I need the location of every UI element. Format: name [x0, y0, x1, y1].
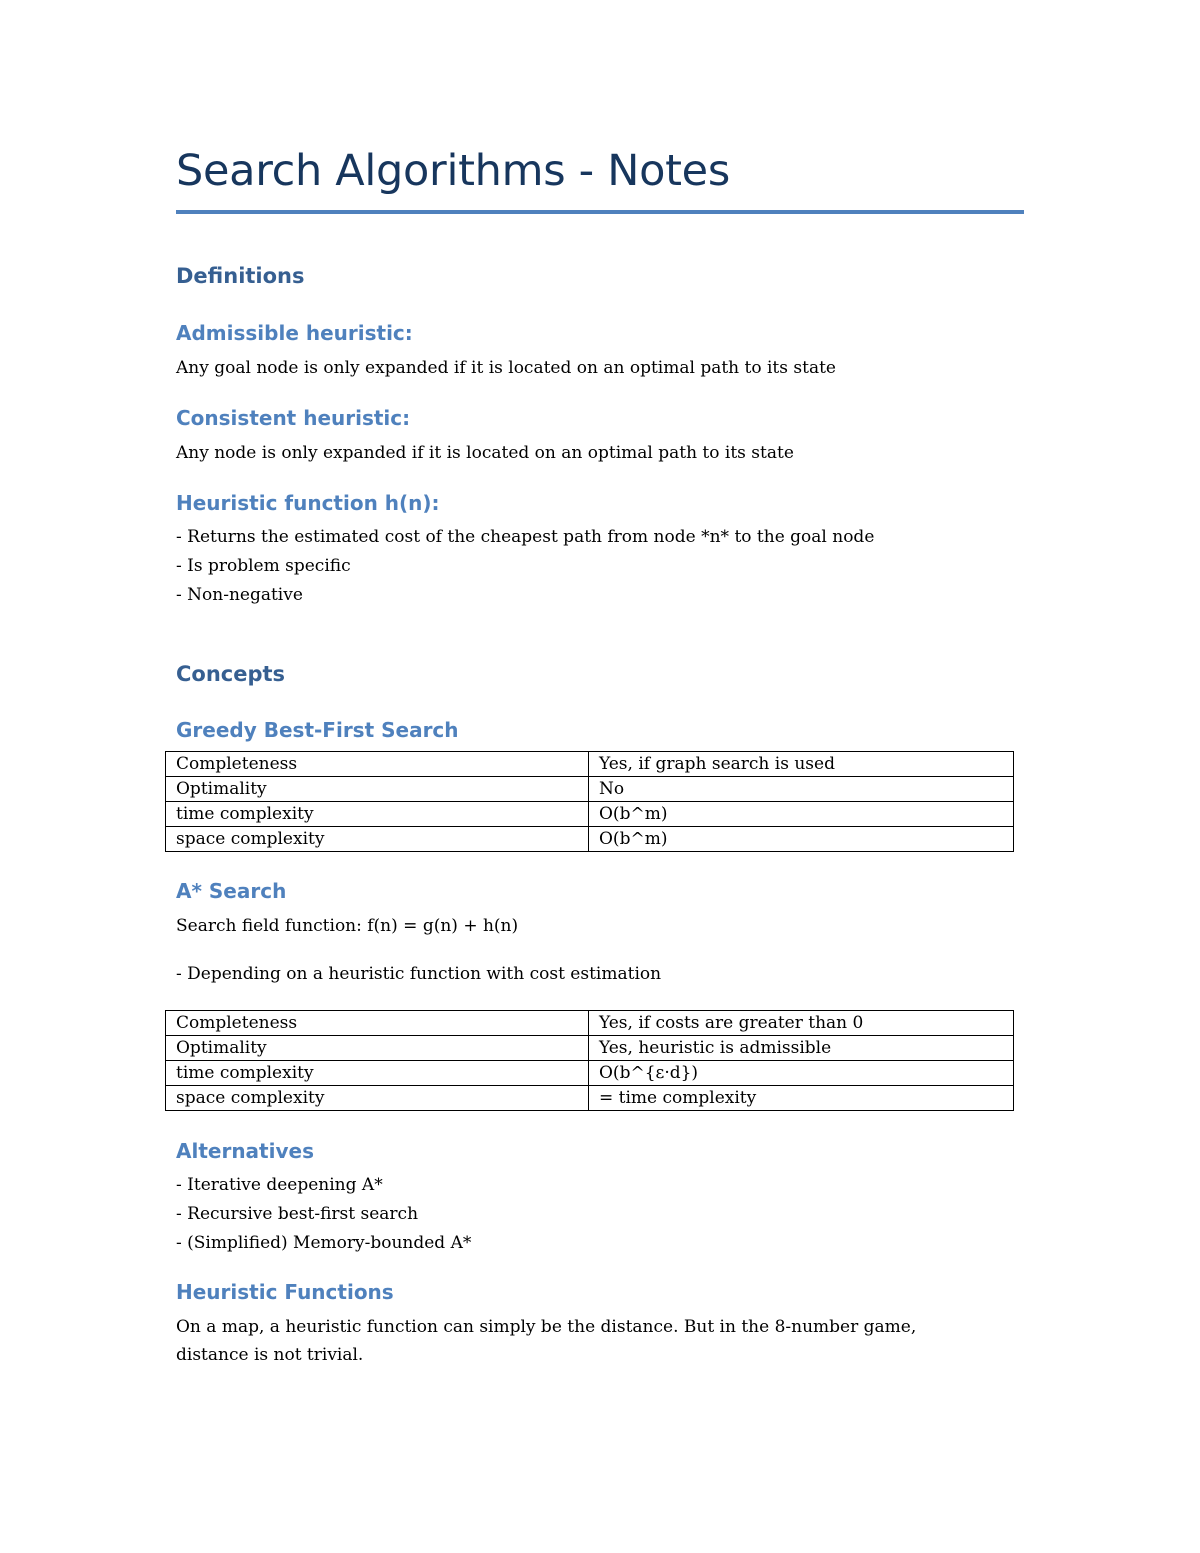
table-cell-value: = time complexity: [589, 1086, 1014, 1111]
table-row: [166, 1061, 1014, 1086]
title-underline: [176, 210, 1024, 214]
table-cell-value: Yes, if costs are greater than 0: [589, 1011, 1014, 1036]
table-row: [166, 827, 1014, 852]
page-title: Search Algorithms - Notes: [176, 146, 730, 196]
list-item: - Iterative deepening A*: [176, 1175, 383, 1195]
table-row: [166, 802, 1014, 827]
heuristic-function-heading: Heuristic function h(n):: [176, 491, 440, 515]
consistent-heuristic-heading: Consistent heuristic:: [176, 406, 411, 430]
astar-properties-table: [165, 1010, 1014, 1111]
heuristic-functions-text: On a map, a heuristic function can simply be the distance. But in the 8-number game, distance is not trivial.: [176, 1317, 917, 1365]
table-cell-key: Completeness: [166, 1011, 589, 1036]
table-cell-value: O(b^m): [589, 802, 1014, 827]
table-cell-key: space complexity: [166, 827, 589, 852]
astar-note: - Depending on a heuristic function with cost estimation: [176, 964, 662, 984]
table-cell-value: No: [589, 777, 1014, 802]
table-row: [166, 1036, 1014, 1061]
table-row: [166, 752, 1014, 777]
list-item: - Is problem specific: [176, 556, 351, 576]
table-cell-value: O(b^{ε·d}): [589, 1061, 1014, 1086]
admissible-heuristic-heading: Admissible heuristic:: [176, 321, 413, 345]
list-item: - (Simplified) Memory-bounded A*: [176, 1233, 472, 1253]
table-cell-key: time complexity: [166, 1061, 589, 1086]
table-cell-value: Yes, heuristic is admissible: [589, 1036, 1014, 1061]
table-cell-key: Optimality: [166, 777, 589, 802]
alternatives-heading: Alternatives: [176, 1139, 314, 1163]
table-row: [166, 777, 1014, 802]
astar-formula: Search field function: f(n) = g(n) + h(n): [176, 916, 519, 936]
astar-search-heading: A* Search: [176, 879, 287, 903]
definitions-heading: Definitions: [176, 264, 305, 288]
list-item: - Recursive best-first search: [176, 1204, 419, 1224]
concepts-heading: Concepts: [176, 662, 286, 686]
alternatives-bullets: [176, 1171, 471, 1258]
table-cell-key: Completeness: [166, 752, 589, 777]
list-item: - Returns the estimated cost of the cheapest path from node *n* to the goal node: [176, 527, 875, 547]
consistent-heuristic-text: Any node is only expanded if it is located on an optimal path to its state: [176, 443, 794, 463]
greedy-properties-table: [165, 751, 1014, 852]
greedy-search-heading: Greedy Best-First Search: [176, 718, 459, 742]
admissible-heuristic-text: Any goal node is only expanded if it is located on an optimal path to its state: [176, 358, 836, 378]
heuristic-function-bullets: [176, 523, 874, 610]
table-row: [166, 1086, 1014, 1111]
table-cell-value: O(b^m): [589, 827, 1014, 852]
list-item: - Non-negative: [176, 585, 303, 605]
table-cell-value: Yes, if graph search is used: [589, 752, 1014, 777]
heuristic-functions-heading: Heuristic Functions: [176, 1280, 394, 1304]
table-cell-key: Optimality: [166, 1036, 589, 1061]
table-row: [166, 1011, 1014, 1036]
table-cell-key: space complexity: [166, 1086, 589, 1111]
table-cell-key: time complexity: [166, 802, 589, 827]
